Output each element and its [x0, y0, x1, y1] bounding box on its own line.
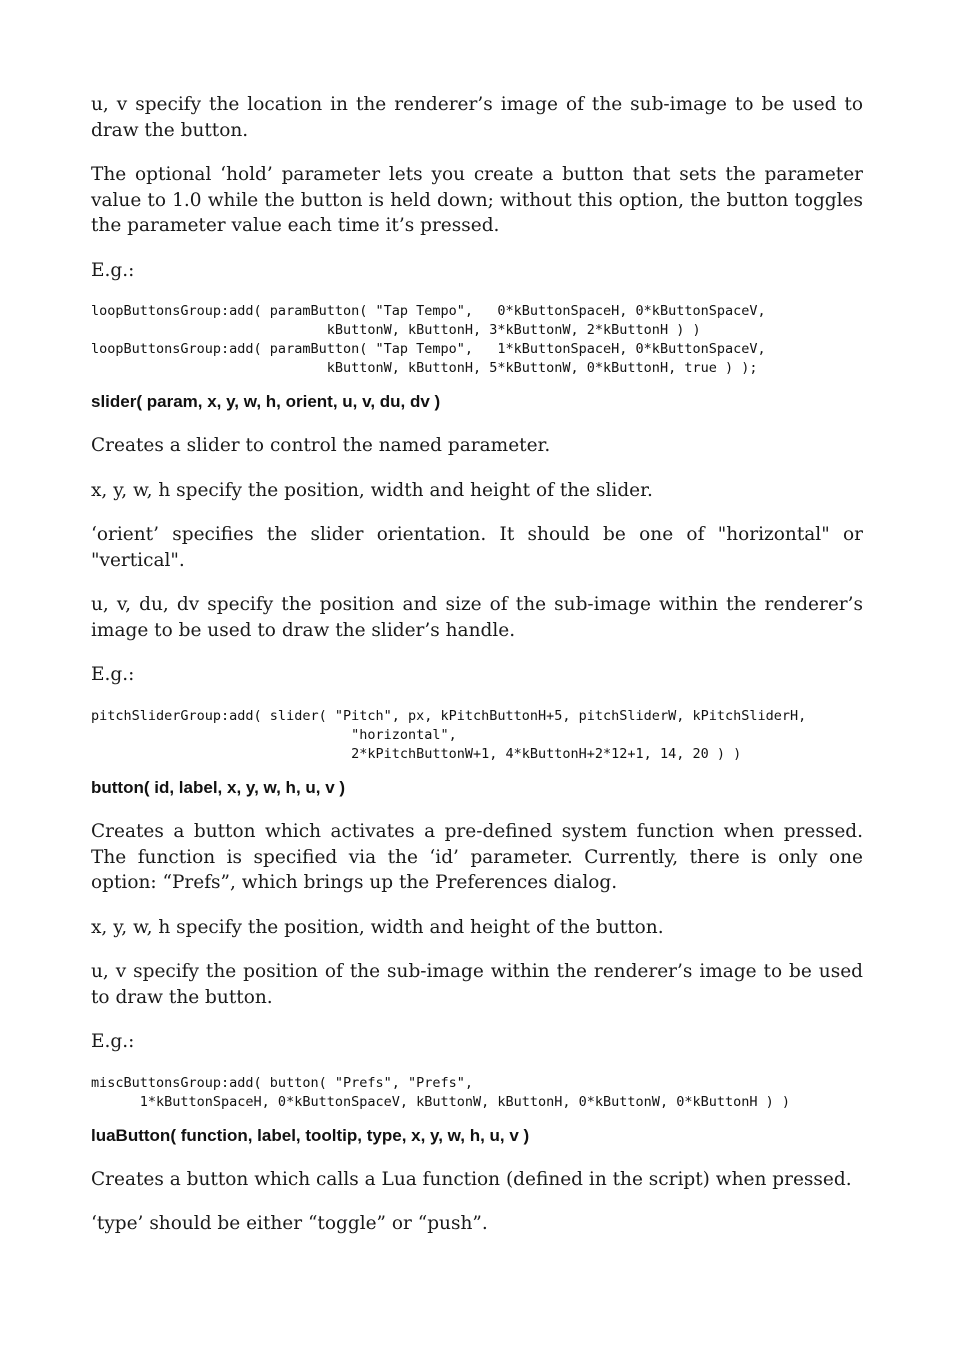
paragraph-uv-location: u, v specify the location in the renderer’s image of the sub-image to be used to draw the button.: [91, 94, 863, 141]
paragraph-hold-parameter: The optional ‘hold’ parameter lets you create a button that sets the parameter value to 1.0 while the button is held down; without this option, the button toggles the parameter value each time it’s pressed.: [91, 164, 863, 236]
code-example-button: miscButtonsGroup:add( button( "Prefs", "Prefs", 1*kButtonSpaceH, 0*kButtonSpaceV, kButtonW, kButtonH, 0*kButtonW, 0*kButtonH ) ): [91, 1074, 790, 1110]
paragraph-slider-orient: ‘orient’ specifies the slider orientation. It should be one of "horizontal" or "vertical".: [91, 524, 863, 571]
paragraph-luabutton-desc: Creates a button which calls a Lua function (defined in the script) when pressed.: [91, 1168, 852, 1190]
code-example-parambutton: loopButtonsGroup:add( paramButton( "Tap Tempo", 0*kButtonSpaceH, 0*kButtonSpaceV, kButtonW, kButtonH, 3*kButtonW, 2*kButtonH ) ) loopButtonsGroup:add( paramButton( "Tap Tempo", 1*kButtonSpaceH, 0*kButtonSpaceV, kButtonW, kButtonH, 5*kButtonW, 0*kButtonH, true ) );: [91, 303, 766, 377]
example-label: E.g.:: [91, 664, 135, 686]
example-label: E.g.:: [91, 259, 135, 281]
paragraph-button-uv: u, v specify the position of the sub-image within the renderer’s image to be used to draw the button.: [91, 961, 863, 1008]
heading-slider: slider( param, x, y, w, h, orient, u, v, du, dv ): [91, 392, 441, 412]
paragraph-button-xywh: x, y, w, h specify the position, width and height of the button.: [91, 916, 664, 938]
code-example-slider: pitchSliderGroup:add( slider( "Pitch", px, kPitchButtonH+5, pitchSliderW, kPitchSliderH, "horizontal", 2*kPitchButtonW+1, 4*kButtonH+2*12+1, 14, 20 ) ): [91, 707, 807, 763]
example-label: E.g.:: [91, 1031, 135, 1053]
paragraph-button-desc: Creates a button which activates a pre-defined system function when pressed. The function is specified via the ‘id’ parameter. Currently, there is only one option: “Prefs”, which brings up the Preferences dialog.: [91, 821, 863, 894]
paragraph-slider-xywh: x, y, w, h specify the position, width and height of the slider.: [91, 479, 653, 501]
document-page: [91, 92, 863, 1256]
heading-button: button( id, label, x, y, w, h, u, v ): [91, 778, 346, 798]
heading-luabutton: luaButton( function, label, tooltip, type, x, y, w, h, u, v ): [91, 1125, 530, 1145]
paragraph-slider-uvdudv: u, v, du, dv specify the position and size of the sub-image within the renderer’s image to be used to draw the slider’s handle.: [91, 594, 863, 641]
paragraph-luabutton-type: ‘type’ should be either “toggle” or “push”.: [91, 1213, 488, 1235]
paragraph-slider-desc: Creates a slider to control the named parameter.: [91, 435, 551, 457]
